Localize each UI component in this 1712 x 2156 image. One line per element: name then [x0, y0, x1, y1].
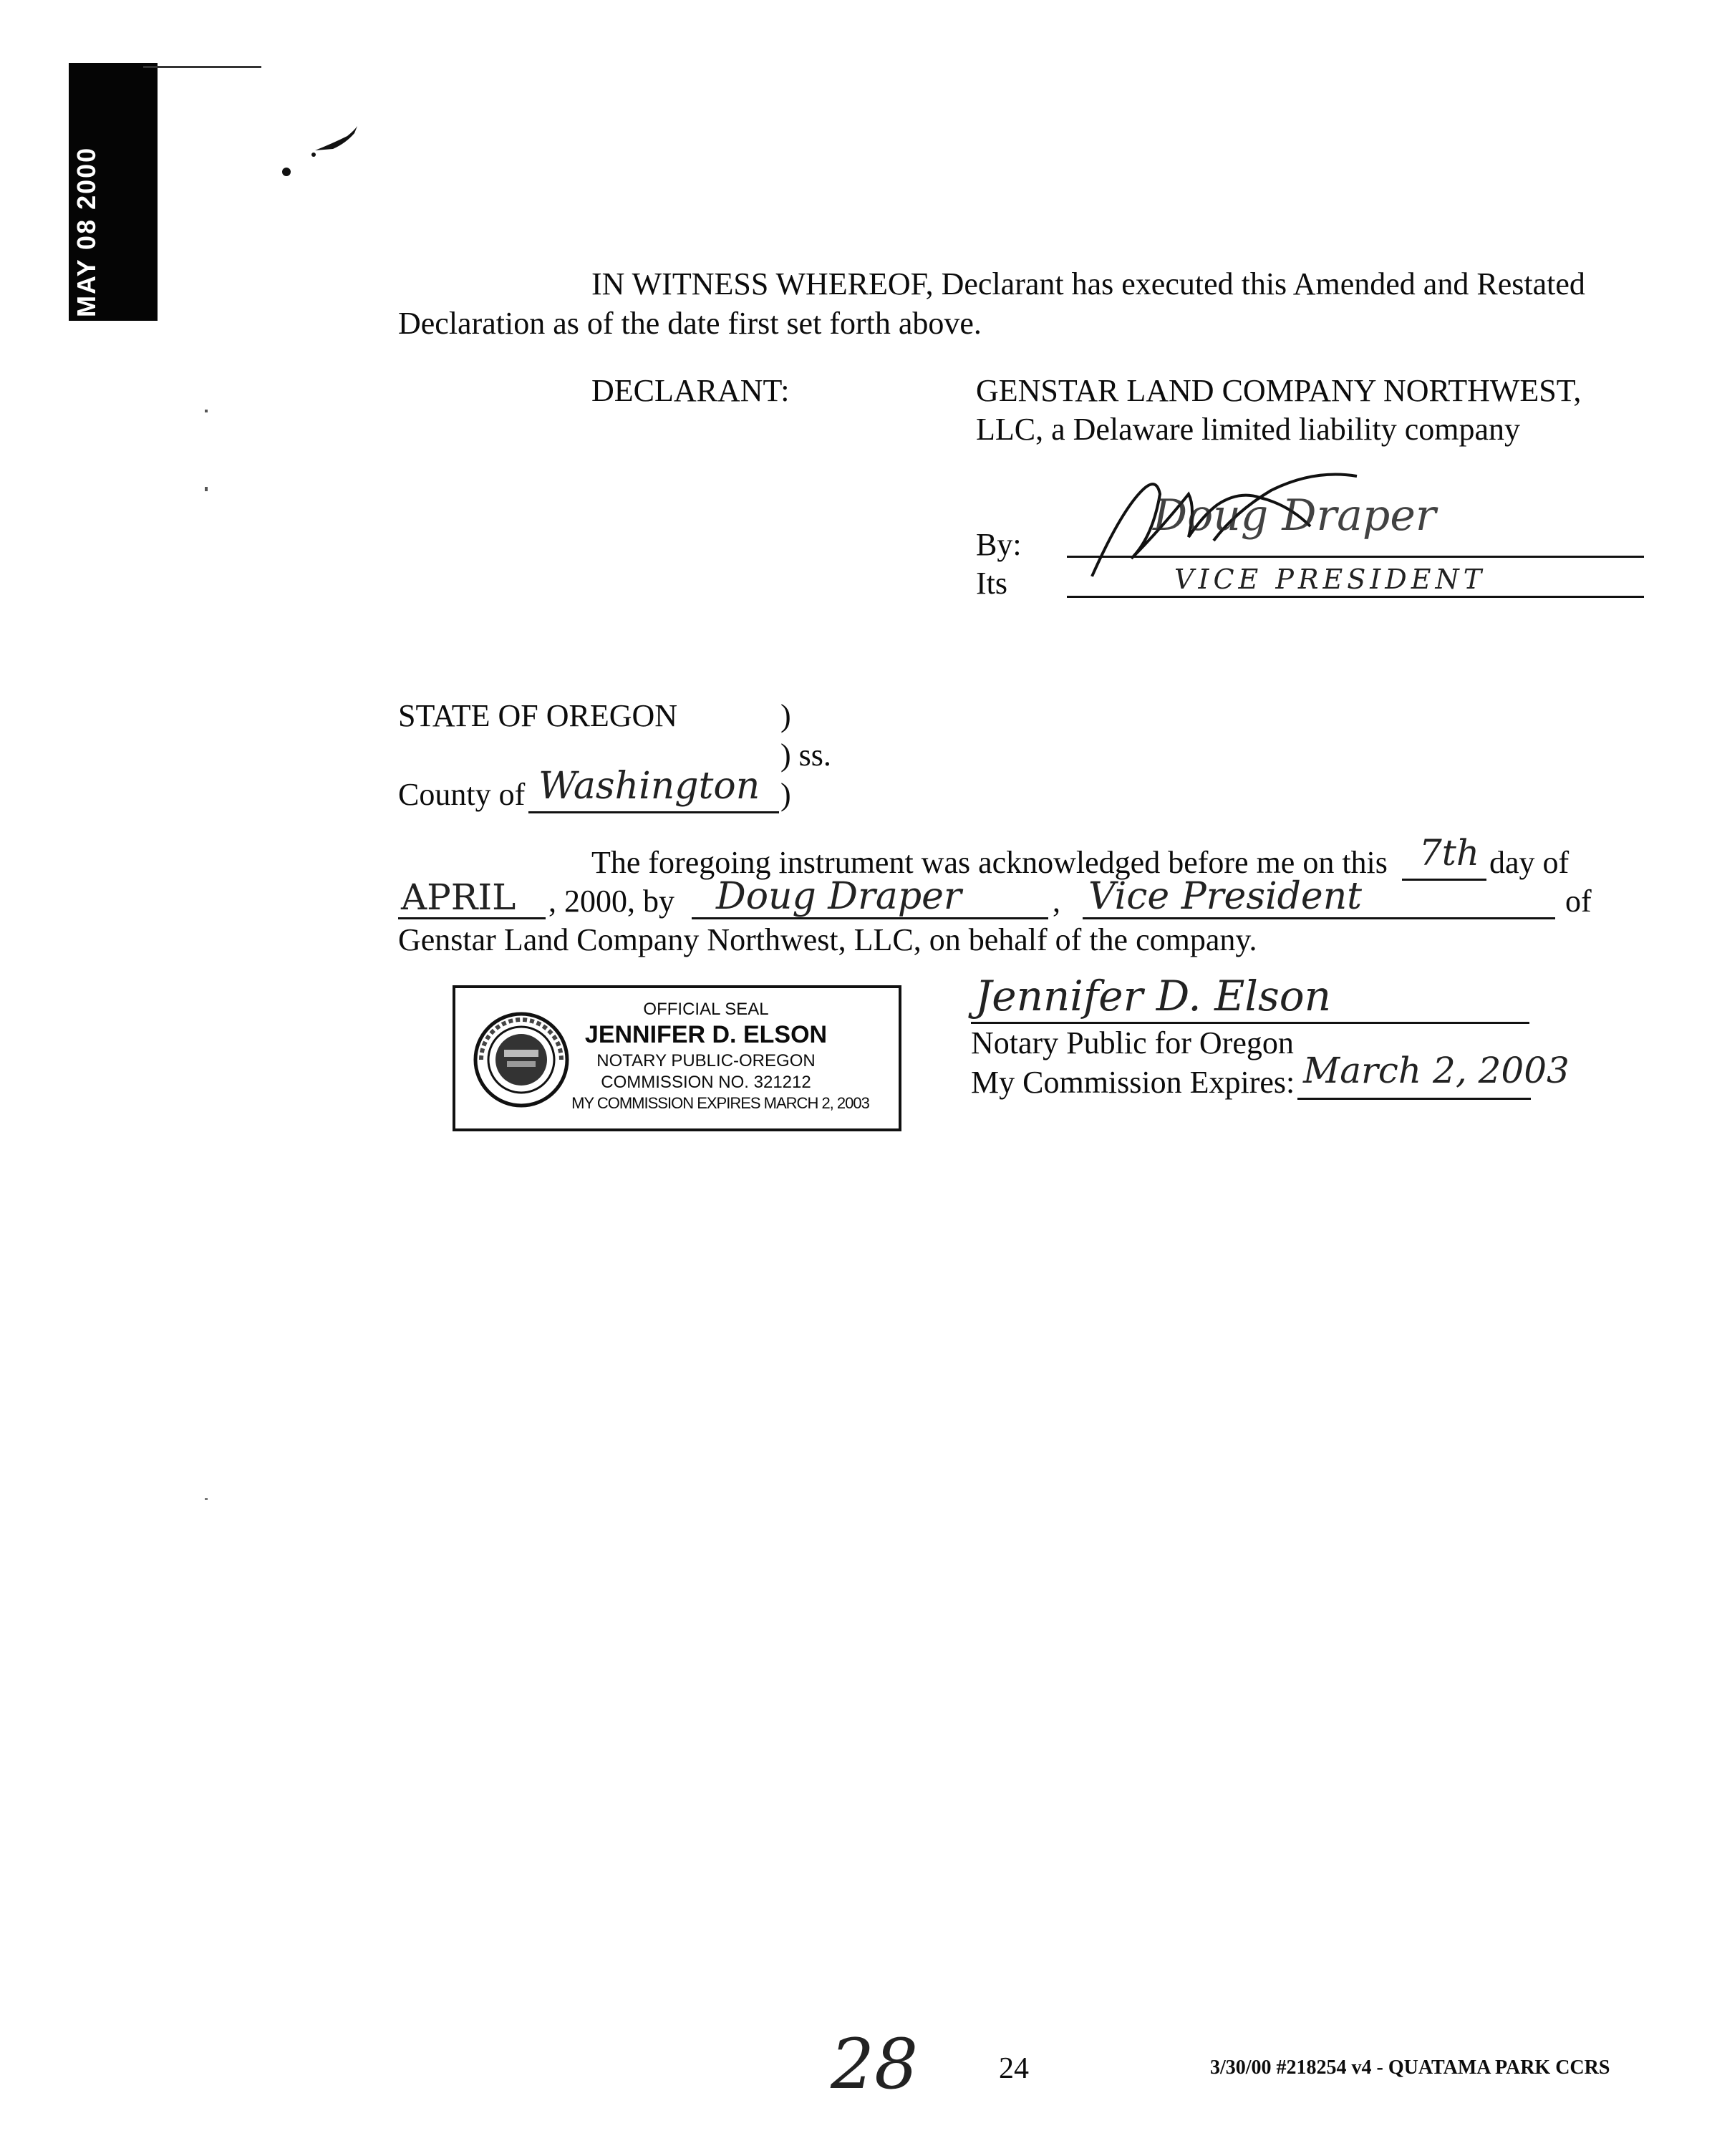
witness-line-2: Declaration as of the date first set forth above. — [398, 306, 982, 341]
commission-expires-label: My Commission Expires: — [971, 1065, 1295, 1100]
seal-line-name: JENNIFER D. ELSON — [584, 1021, 828, 1048]
scan-edge-line — [143, 66, 261, 68]
day-of-label: day of — [1489, 845, 1570, 880]
venue-paren-3: ) — [780, 777, 791, 812]
seal-line-official: OFFICIAL SEAL — [643, 1000, 769, 1019]
day-blank-line — [1402, 879, 1486, 881]
venue-ss: ) ss. — [780, 738, 831, 773]
state-label: STATE OF OREGON — [398, 698, 678, 733]
declarant-title-handwritten: VICE PRESIDENT — [1174, 564, 1486, 595]
ack-line-1-text: The foregoing instrument was acknowledged before me on this — [591, 845, 1388, 880]
day-handwritten: 7th — [1419, 832, 1480, 874]
venue-paren-1: ) — [780, 698, 791, 733]
declarant-signature: Doug Draper — [1153, 490, 1436, 541]
month-handwritten: APRIL — [401, 876, 516, 918]
county-handwritten: Washington — [538, 765, 760, 808]
year-by-label: , 2000, by — [548, 884, 674, 919]
seal-line-expires: MY COMMISSION EXPIRES MARCH 2, 2003 — [571, 1094, 869, 1112]
county-label: County of — [398, 777, 526, 812]
expires-blank-line — [1297, 1098, 1531, 1100]
declarant-label: DECLARANT: — [591, 373, 790, 408]
notary-signature: Jennifer D. Elson — [975, 972, 1332, 1020]
seal-line-commission: COMMISSION NO. 321212 — [601, 1073, 811, 1092]
its-label: Its — [976, 566, 1007, 601]
name-comma: , — [1053, 884, 1060, 919]
county-blank-line — [528, 811, 779, 813]
official-seal-stamp — [453, 985, 901, 1131]
stray-marks — [272, 115, 387, 193]
commission-expires-handwritten: March 2, 2003 — [1303, 1050, 1570, 1091]
company-name-line-1: GENSTAR LAND COMPANY NORTHWEST, — [976, 373, 1582, 408]
title-handwritten: Vice President — [1088, 875, 1363, 918]
page-number: 24 — [999, 2052, 1029, 2085]
margin-tick — [205, 410, 208, 412]
of-label: of — [1565, 884, 1592, 919]
margin-tick — [205, 487, 208, 491]
document-reference: 3/30/00 #218254 v4 - QUATAMA PARK CCRS — [1210, 2056, 1610, 2079]
scan-edge-artifact — [69, 63, 158, 321]
handwritten-page-number: 28 — [831, 2024, 919, 2104]
margin-tick — [205, 1498, 208, 1500]
by-label: By: — [976, 527, 1022, 562]
notary-signature-line — [971, 1022, 1529, 1024]
witness-line-1: IN WITNESS WHEREOF, Declarant has executed this Amended and Restated — [591, 266, 1585, 301]
date-stamp: MAY 08 2000 — [72, 146, 101, 317]
seal-line-title: NOTARY PUBLIC-OREGON — [596, 1051, 816, 1070]
company-name-line-2: LLC, a Delaware limited liability company — [976, 412, 1520, 447]
notary-title: Notary Public for Oregon — [971, 1025, 1294, 1060]
name-handwritten: Doug Draper — [716, 875, 962, 918]
ack-line-3: Genstar Land Company Northwest, LLC, on behalf of the company. — [398, 922, 1257, 957]
